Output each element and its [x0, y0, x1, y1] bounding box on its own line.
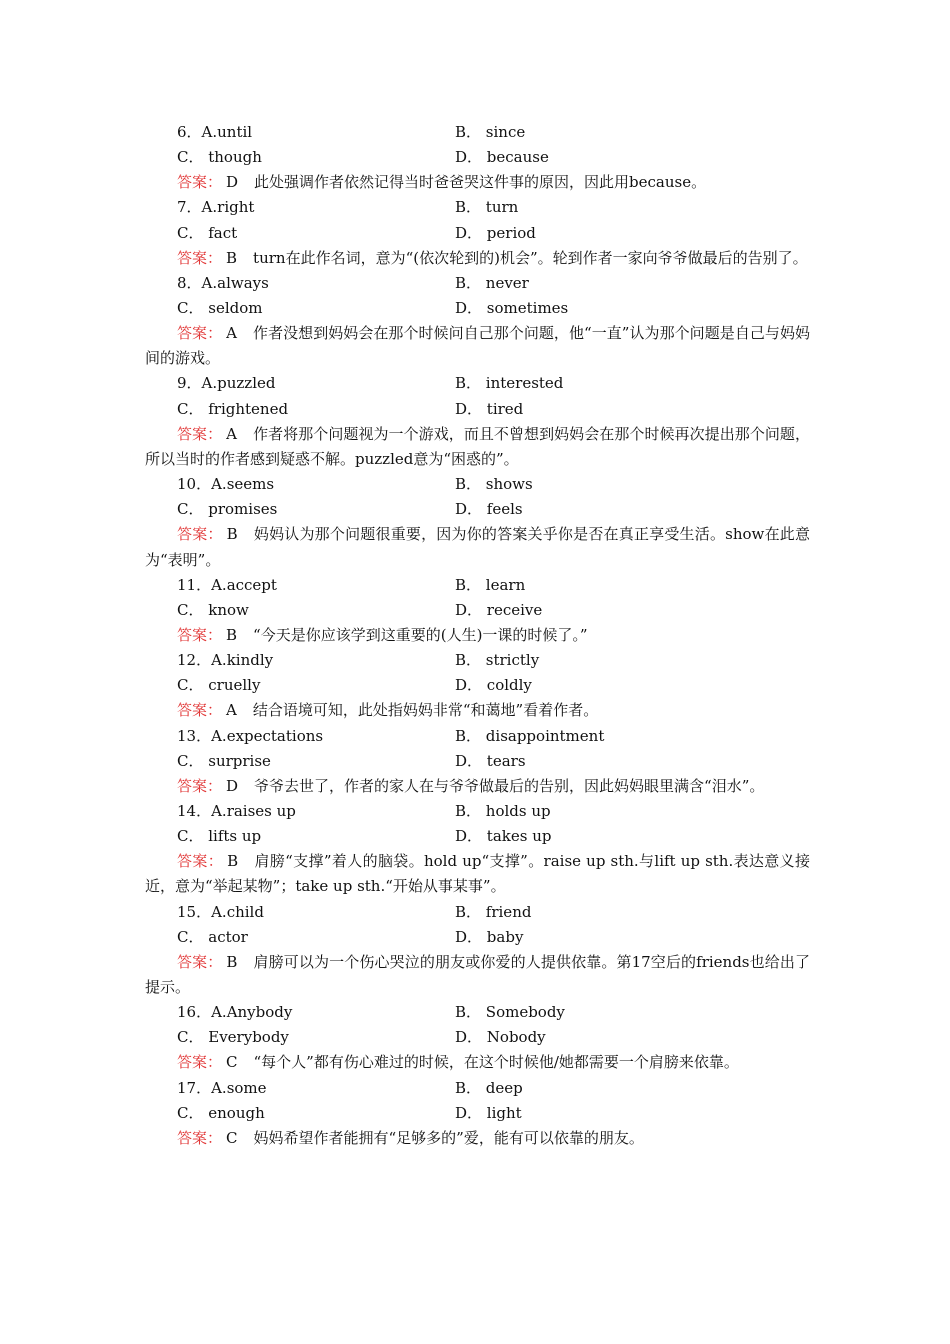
answer-paragraph — [145, 522, 810, 572]
option-row — [145, 271, 810, 296]
option-d: D． receive — [455, 600, 543, 619]
answer-label: 答案： — [177, 173, 223, 192]
option-b: B． friend — [455, 902, 532, 921]
option-row — [145, 648, 810, 673]
answer-explanation: 结合语境可知，此处指妈妈非常“和蔼地”看着作者。 — [252, 701, 599, 720]
answer-paragraph — [145, 849, 810, 899]
answer-label: 答案： — [177, 952, 223, 971]
answer-key: B — [226, 525, 238, 544]
option-b: B． shows — [455, 475, 533, 494]
option-c: C． know — [177, 600, 249, 619]
answer-explanation: 此处强调作者依然记得当时爸爸哭这件事的原因，因此用because。 — [254, 173, 707, 192]
option-d: D． feels — [455, 500, 523, 519]
option-row — [145, 397, 810, 422]
answer-key: A — [226, 424, 238, 443]
option-a: 17．A.some — [177, 1078, 267, 1097]
option-row — [145, 145, 810, 170]
option-a: 7．A.right — [177, 198, 255, 217]
answer-label: 答案： — [177, 1128, 223, 1147]
answer-explanation: 肩膀可以为一个伤心哭泣的朋友或你爱的人提供依靠。第17空后的friends也给出了提示。 — [145, 952, 810, 996]
document-body — [145, 120, 810, 1151]
option-c: C． Everybody — [177, 1028, 289, 1047]
answer-label: 答案： — [177, 625, 223, 644]
answer-paragraph — [145, 1050, 810, 1075]
answer-paragraph — [145, 170, 810, 195]
option-row — [145, 799, 810, 824]
option-row — [145, 1101, 810, 1126]
option-c: C． actor — [177, 927, 248, 946]
option-row — [145, 573, 810, 598]
option-c: C． frightened — [177, 399, 289, 418]
option-row — [145, 824, 810, 849]
answer-key: A — [226, 701, 237, 720]
answer-explanation: 肩膀“支撑”着人的脑袋。hold up“支撑”。raise up sth.与lift up sth.表达意义接近，意为“举起某物”；take up sth.“开始从事某事”。 — [145, 852, 810, 896]
answer-key: D — [226, 776, 239, 795]
option-a: 13．A.expectations — [177, 726, 324, 745]
answer-explanation: “今天是你应该学到这重要的(人生)一课的时候了。” — [253, 625, 588, 644]
answer-paragraph — [145, 246, 810, 271]
option-a: 9．A.puzzled — [177, 374, 276, 393]
option-a: 16．A.Anybody — [177, 1003, 293, 1022]
option-c: C． seldom — [177, 299, 263, 318]
option-c: C． surprise — [177, 751, 271, 770]
option-row — [145, 221, 810, 246]
option-row — [145, 120, 810, 145]
option-d: D． because — [455, 148, 549, 167]
answer-explanation: 爷爷去世了，作者的家人在与爷爷做最后的告别，因此妈妈眼里满含“泪水”。 — [254, 776, 765, 795]
answer-key: D — [226, 173, 239, 192]
option-d: D． period — [455, 223, 536, 242]
answer-label: 答案： — [177, 701, 223, 720]
option-b: B． disappointment — [455, 726, 605, 745]
option-a: 14．A.raises up — [177, 801, 296, 820]
option-row — [145, 724, 810, 749]
option-d: D． sometimes — [455, 299, 569, 318]
answer-label: 答案： — [177, 776, 223, 795]
answer-key: B — [226, 952, 238, 971]
option-a: 6．A.until — [177, 123, 253, 141]
option-b: B． holds up — [455, 801, 551, 820]
option-row — [145, 1076, 810, 1101]
option-d: D． baby — [455, 927, 524, 946]
answer-label: 答案： — [177, 852, 224, 871]
answer-paragraph — [145, 698, 810, 723]
option-d: D． takes up — [455, 827, 552, 846]
answer-paragraph — [145, 774, 810, 799]
answer-label: 答案： — [177, 248, 223, 267]
answer-explanation: 妈妈希望作者能拥有“足够多的”爱，能有可以依靠的朋友。 — [253, 1128, 644, 1147]
option-row — [145, 497, 810, 522]
option-a: 10．A.seems — [177, 475, 275, 494]
answer-key: B — [227, 852, 239, 871]
answer-label: 答案： — [177, 1053, 223, 1072]
option-b: B． strictly — [455, 651, 540, 670]
answer-label: 答案： — [177, 525, 223, 544]
option-b: B． turn — [455, 198, 519, 217]
option-c: C． though — [177, 148, 262, 167]
answer-key: C — [226, 1053, 238, 1072]
option-a: 15．A.child — [177, 902, 264, 921]
answer-explanation: 作者将那个问题视为一个游戏，而且不曾想到妈妈会在那个时候再次提出那个问题，所以当时的作者感到疑惑不解。puzzled意为“困惑的”。 — [145, 424, 810, 468]
option-c: C． cruelly — [177, 676, 261, 695]
answer-label: 答案： — [177, 424, 223, 443]
option-d: D． Nobody — [455, 1028, 546, 1047]
answer-explanation: “每个人”都有伤心难过的时候，在这个时候他/她都需要一个肩膀来依靠。 — [253, 1053, 739, 1072]
answer-explanation: turn在此作名词，意为“(依次轮到的)机会”。轮到作者一家向爷爷做最后的告别了。 — [253, 248, 808, 267]
answer-key: C — [226, 1128, 238, 1147]
option-row — [145, 195, 810, 220]
option-row — [145, 598, 810, 623]
option-d: D． coldly — [455, 676, 532, 695]
option-row — [145, 371, 810, 396]
option-d: D． tired — [455, 399, 524, 418]
option-b: B． since — [455, 123, 526, 141]
answer-paragraph — [145, 321, 810, 371]
option-a: 11．A.accept — [177, 575, 277, 594]
option-row — [145, 900, 810, 925]
answer-key: B — [226, 248, 238, 267]
answer-paragraph — [145, 950, 810, 1000]
option-row — [145, 1025, 810, 1050]
option-b: B． learn — [455, 575, 526, 594]
option-row — [145, 296, 810, 321]
answer-paragraph — [145, 422, 810, 472]
option-row — [145, 1000, 810, 1025]
option-row — [145, 472, 810, 497]
answer-key: A — [226, 324, 237, 343]
option-b: B． interested — [455, 374, 564, 393]
option-a: 8．A.always — [177, 273, 269, 292]
option-row — [145, 749, 810, 774]
answer-paragraph — [145, 1126, 810, 1151]
answer-explanation: 作者没想到妈妈会在那个时候问自己那个问题，他“一直”认为那个问题是自己与妈妈间的游戏。 — [145, 324, 810, 368]
option-d: D． light — [455, 1103, 522, 1122]
option-b: B． deep — [455, 1078, 523, 1097]
option-a: 12．A.kindly — [177, 651, 274, 670]
answer-key: B — [226, 625, 238, 644]
answer-explanation: 妈妈认为那个问题很重要，因为你的答案关乎你是否在真正享受生活。show在此意为“表明”。 — [145, 525, 810, 569]
option-c: C． lifts up — [177, 827, 262, 846]
option-c: C． promises — [177, 500, 278, 519]
answer-paragraph — [145, 623, 810, 648]
option-b: B． never — [455, 273, 529, 292]
option-row — [145, 925, 810, 950]
option-d: D． tears — [455, 751, 526, 770]
option-c: C． fact — [177, 223, 238, 242]
option-c: C． enough — [177, 1103, 265, 1122]
answer-label: 答案： — [177, 324, 223, 343]
option-b: B． Somebody — [455, 1003, 565, 1022]
option-row — [145, 673, 810, 698]
